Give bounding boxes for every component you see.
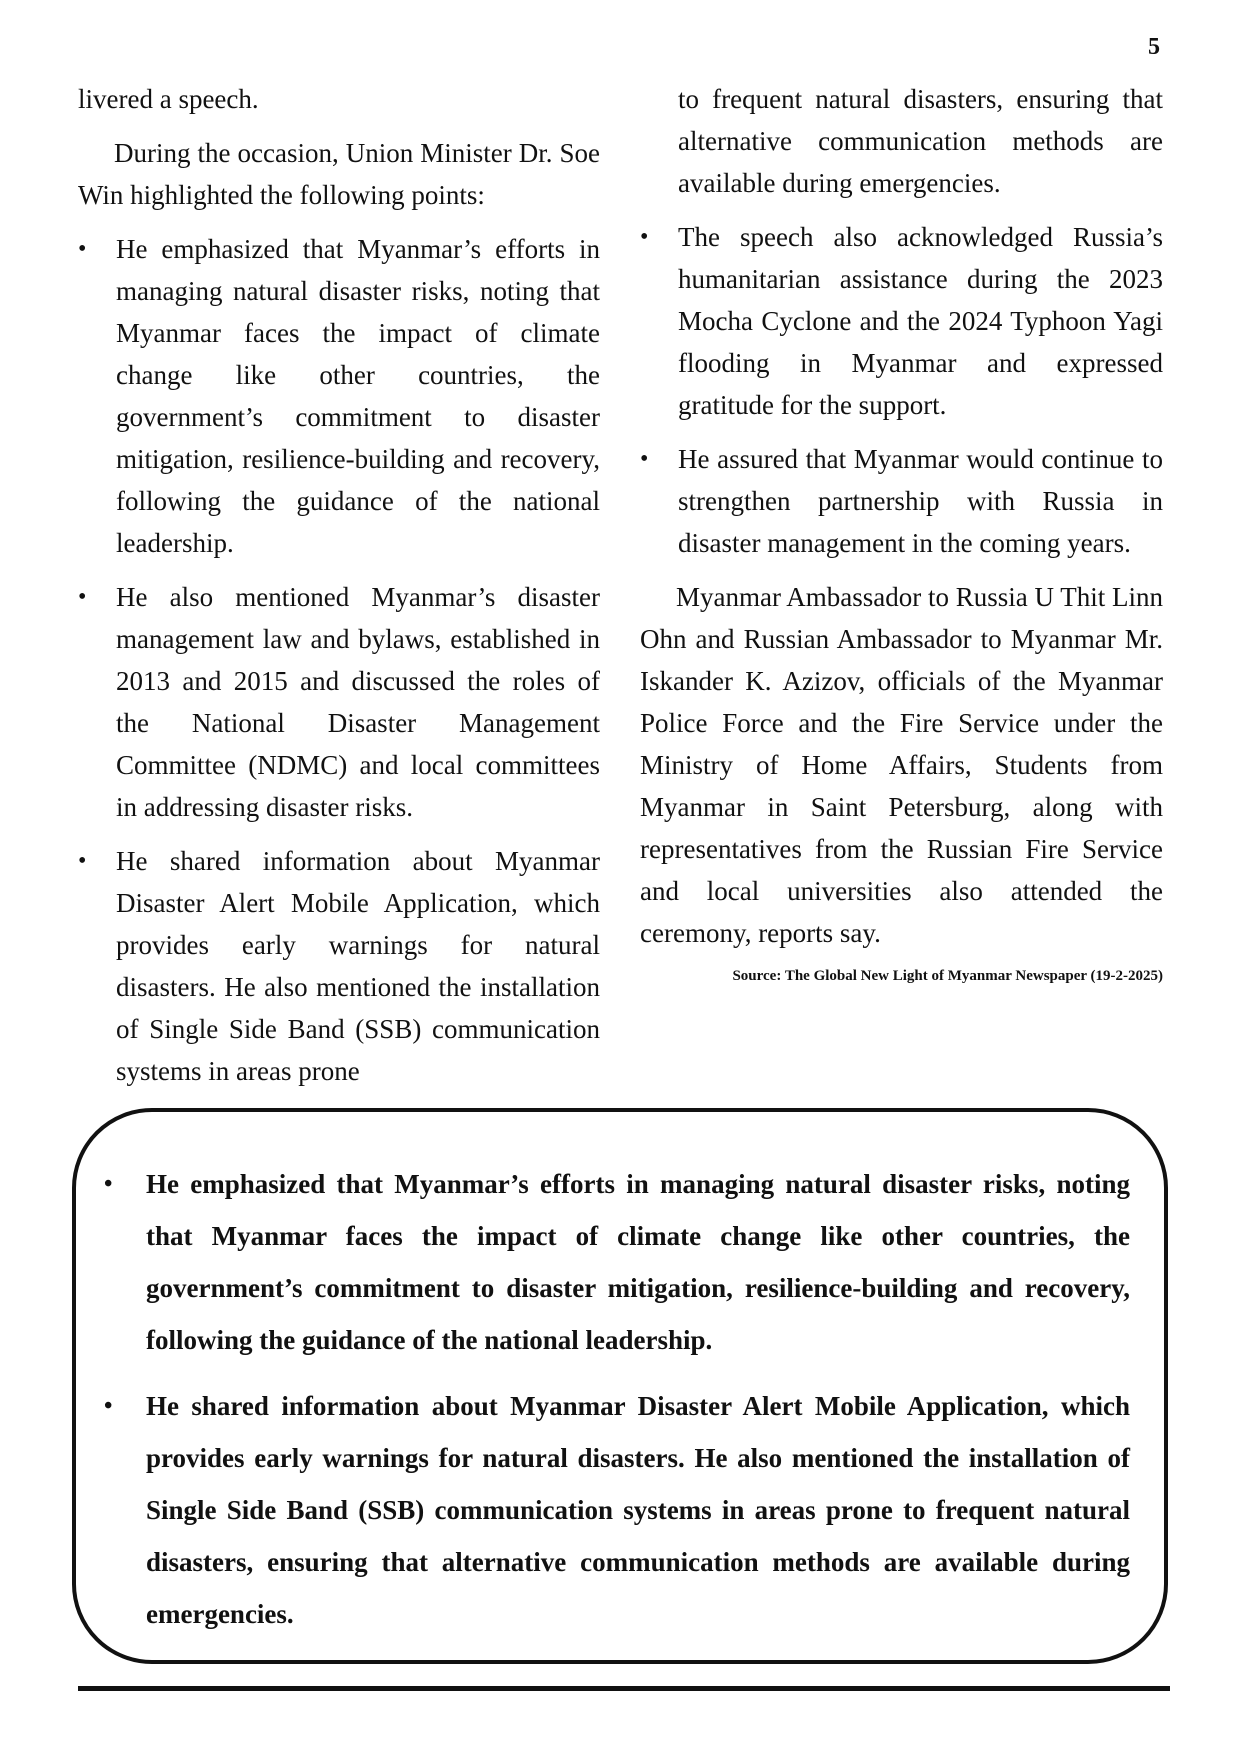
bullet-item-disaster-law: • He also mentioned Myanmar’s disaster management law and bylaws, established in 2013 and 2015 and discussed the roles of the National Disaster Management Committee (NDMC) and local committees in addressing disaster risks. [78,576,600,828]
callout-bullet-alert-app: • He shared information about Myanmar Disaster Alert Mobile Application, which provides early warnings for natural disasters. He also mentioned the installation of Single Side Band (SSB) communication systems in areas prone to frequent natural disasters, ensuring that alternative communication methods are available during emergencies. [104,1380,1130,1640]
bullet-item-climate: • He emphasized that Myanmar’s efforts in managing natural disaster risks, noting that Myanmar faces the impact of climate change like other countries, the government’s commitment to disaster mitigation, resilience-building and recovery, following the guidance of the national leadership. [78,228,600,564]
bullet-item-alert-app: • He shared information about Myanmar Disaster Alert Mobile Application, which provides early warnings for natural disasters. He also mentioned the installation of Single Side Band (SSB) communication systems in areas prone [78,840,600,1092]
callout-bullet-climate: • He emphasized that Myanmar’s efforts in managing natural disaster risks, noting that Myanmar faces the impact of climate change like other countries, the government’s commitment to disaster mitigation, resilience-building and recovery, following the guidance of the national leadership. [104,1158,1130,1366]
source-citation: Source: The Global New Light of Myanmar Newspaper (19-2-2025) [732,968,1163,984]
intro-paragraph: During the occasion, Union Minister Dr. Soe Win highlighted the following points: [78,138,600,210]
left-column [78,78,600,1104]
right-column [640,78,1163,986]
bullet-item-partnership: • He assured that Myanmar would continue to strengthen partnership with Russia in disaster management in the coming years. [640,438,1163,564]
intro-tail-text: livered a speech. [78,84,259,114]
page-number: 5 [1148,34,1160,60]
bullet-continuation: to frequent natural disasters, ensuring that alternative communication methods are available during emergencies. [678,84,1163,198]
closing-paragraph: Myanmar Ambassador to Russia U Thit Linn Ohn and Russian Ambassador to Myanmar Mr. Iskander K. Azizov, officials of the Myanmar Police Force and the Fire Service under the Ministry of Home Affairs, Students from Myanmar in Saint Petersburg, along with representatives from the Russian Fire Service and local universities also attended the ceremony, reports say. [640,582,1163,948]
highlight-callout-box [72,1108,1168,1664]
bullet-item-russia-assistance: • The speech also acknowledged Russia’s humanitarian assistance during the 2023 Mocha Cyclone and the 2024 Typhoon Yagi flooding in Myanmar and expressed gratitude for the support. [640,216,1163,426]
bottom-divider [78,1686,1170,1691]
